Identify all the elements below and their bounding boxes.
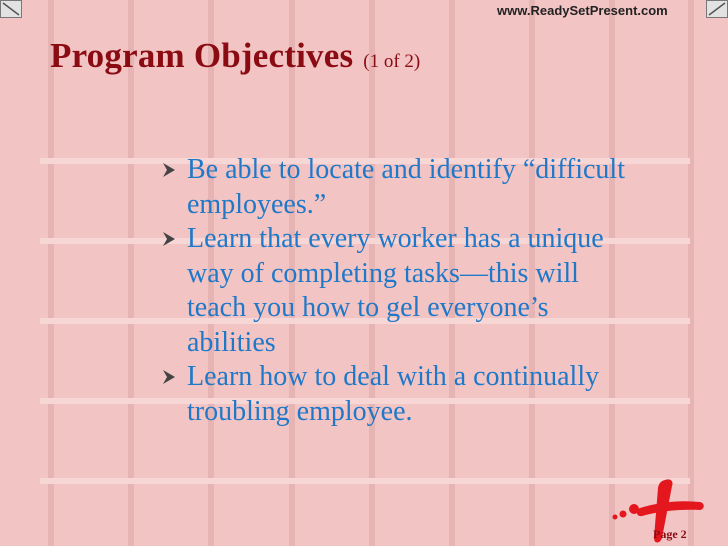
grid-line <box>128 0 134 546</box>
slide-title: Program Objectives <box>50 36 354 75</box>
corner-diagonal-icon <box>706 0 728 18</box>
title-bar <box>50 36 420 76</box>
bullet-text: Be able to locate and identify “difficult employees.” <box>187 154 625 220</box>
website-url: www.ReadySetPresent.com <box>497 3 668 18</box>
list-item <box>162 222 642 360</box>
grid-line <box>688 0 694 546</box>
list-item <box>162 153 642 222</box>
arrowhead-bullet-icon <box>162 231 176 247</box>
slide-subtitle: (1 of 2) <box>363 51 421 72</box>
bullet-text: Learn that every worker has a unique way of completing tasks—this will teach you how to gel everyone’s abilities <box>187 223 604 358</box>
arrowhead-bullet-icon <box>162 369 176 385</box>
page-number: Page 2 <box>653 527 687 541</box>
bullet-text: Learn how to deal with a continually troubling employee. <box>187 361 600 427</box>
arrowhead-bullet-icon <box>162 162 176 178</box>
corner-diagonal-icon <box>0 0 22 18</box>
grid-line <box>40 478 690 484</box>
objectives-list <box>162 153 642 429</box>
list-item <box>162 360 642 429</box>
grid-line <box>48 0 54 546</box>
